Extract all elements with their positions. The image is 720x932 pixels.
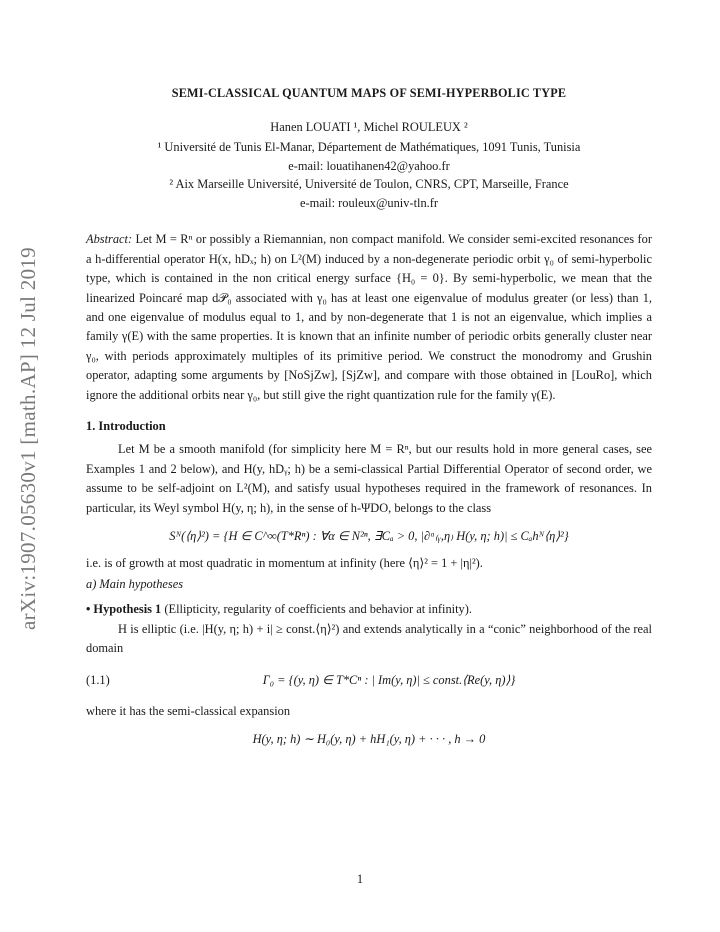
expansion-intro: where it has the semi-classical expansion: [86, 703, 291, 718]
affiliation-2: ² Aix Marseille Université, Université de Toulon, CNRS, CPT, Marseille, France: [169, 177, 569, 192]
abstract: [86, 230, 652, 405]
section-heading: 1. Introduction: [86, 419, 166, 434]
abstract-label: Abstract:: [86, 232, 133, 247]
arxiv-identifier: arXiv:1907.05630v1 [math.AP] 12 Jul 2019: [15, 246, 40, 630]
affiliation-1: ¹ Université de Tunis El-Manar, Département de Mathématiques, 1091 Tunis, Tunisia: [157, 140, 581, 154]
email-1: e-mail: louatihanen42@yahoo.fr: [288, 158, 450, 173]
paper-content: [86, 84, 652, 757]
ellipticity-paragraph: H is elliptic (i.e. |H(y, η; h) + i| ≥ const.⟨η⟩²) and extends analytically in a “conic” neighborhood of the real domain: [86, 621, 652, 656]
expansion-equation: H(y, η; h) ∼ H₀(y, η) + hH₁(y, η) + · · · , h → 0: [252, 732, 486, 747]
hypothesis-1: [86, 600, 652, 619]
email-2: e-mail: rouleux@univ-tln.fr: [299, 195, 439, 210]
paper-title: SEMI-CLASSICAL QUANTUM MAPS OF SEMI-HYPERBOLIC TYPE: [171, 86, 567, 100]
equation-1-1: [86, 671, 652, 690]
subsection-heading: a) Main hypotheses: [86, 577, 184, 592]
equation-number: (1.1): [86, 672, 110, 687]
abstract-text: Let M = Rⁿ or possibly a Riemannian, non compact manifold. We consider semi-excited resonances for a h-differential operator H(x, hDₓ; h) on L²(M) induced by a non-degenerate periodic orbit γ₀ of semi-hyperbolic type, which is contained in the non critical energy surface {H₀ = 0}. By semi-hyperbolic, we mean that the linearized Poincaré map d𝒫₀ associated with γ₀ has at least one eigenvalue of modulus greater (or less) than 1, and one eigenvalue of modulus equal to 1, and by non-degenerate that 1 is not an eigenvalue, which implies a family γ(E) with the same properties. It is known that an infinite number of periodic orbits generally cluster near γ₀, with periods approximately multiples of its primitive period. We construct the monodromy and Grushin operator, adapting some arguments by [NoSjZw], [SjZw], and compare with those obtained in [LouRo], which ignore the additional orbits near γ₀, but still give the right quantization rule for the family γ(E).: [86, 232, 652, 402]
author-line: Hanen LOUATI ¹, Michel ROULEUX ²: [270, 120, 468, 134]
hypothesis-description: (Ellipticity, regularity of coefficients and behavior at infinity).: [164, 602, 472, 617]
gamma-domain-equation: Γ₀ = {(y, η) ∈ T*Cⁿ : | Im(y, η)| ≤ const.⟨Re(y, η)⟩}: [262, 672, 516, 687]
growth-remark: i.e. is of growth at most quadratic in momentum at infinity (here ⟨η⟩² = 1 + |η|²).: [86, 556, 483, 571]
symbol-class-equation: Sᴺ(⟨η⟩²) = {H ∈ C^∞(T*Rⁿ) : ∀α ∈ N²ⁿ, ∃Cₐ > 0, |∂ᵅ₍ᵧ,η₎ H(y, η; h)| ≤ Cₐhᴺ⟨η⟩²}: [169, 529, 569, 544]
hypothesis-label: • Hypothesis 1: [86, 602, 162, 617]
page-number: 1: [356, 872, 364, 886]
arxiv-stamp: [8, 218, 48, 658]
intro-paragraph: Let M be a smooth manifold (for simplicity here M = Rⁿ, but our results hold in more general cases, see Examples 1 and 2 below), and H(y, hDᵧ; h) be a semi-classical Partial Differential Operator of second order, we assume to be self-adjoint on L²(M), and satisfy usual hypotheses required in the framework of resonances. In particular, its Weyl symbol H(y, η; h), in the sense of h-ΨDO, belongs to the class: [86, 442, 652, 515]
